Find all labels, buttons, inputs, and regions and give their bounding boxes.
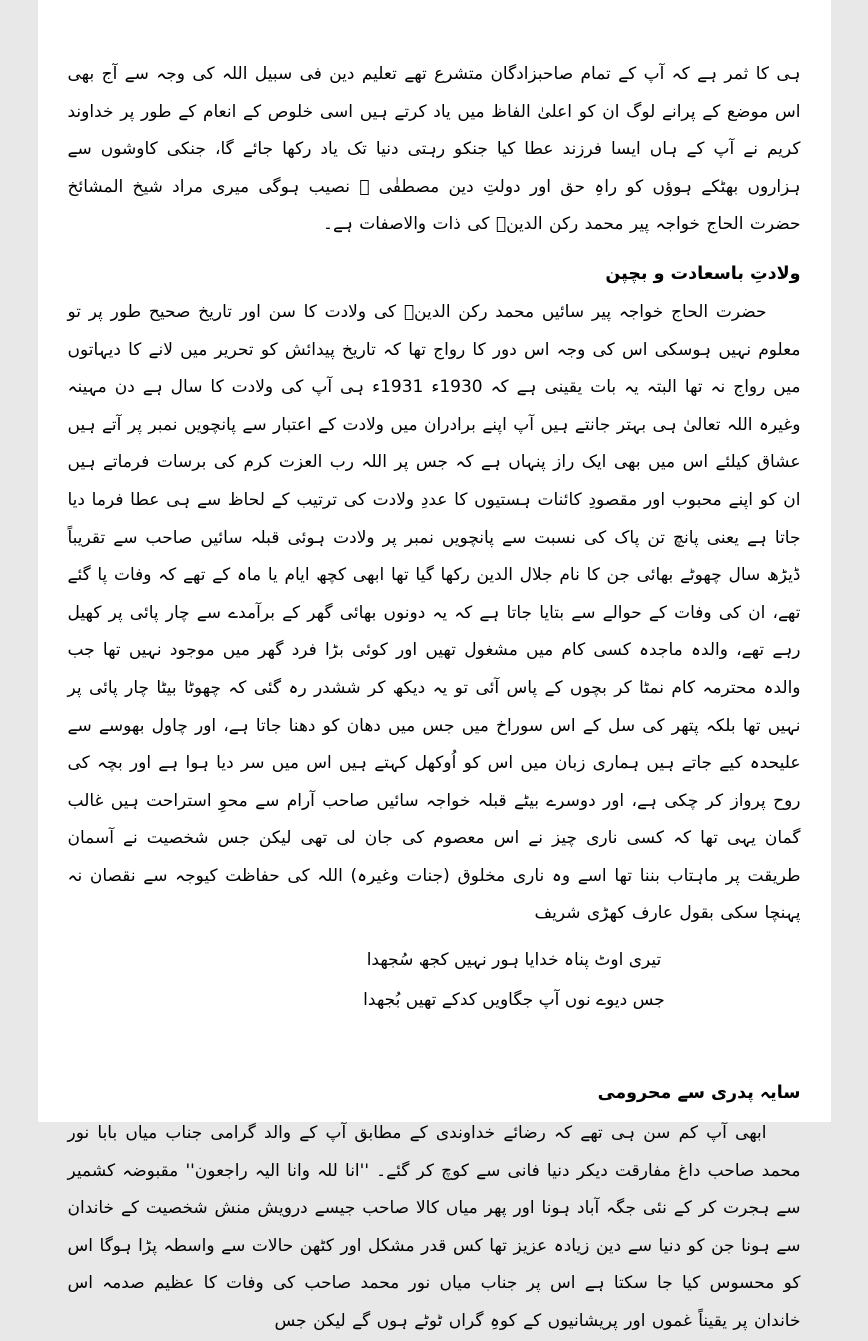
verse-couplet bbox=[68, 940, 801, 1020]
paragraph-father-death: ابھی آپ کم سن ہی تھے کہ رضائے خداوندی کے مطابق آپ کے والد گرامی جناب میاں بابا نور محمد صاحب داغ مفارقت دیکر دنیا فانی سے کوچ کر گئے۔ ''انا للہ وانا الیہ راجعون'' مقبوضہ کشمیر سے ہجرت کر کے نئی جگہ آباد ہونا اور پھر میاں کالا صاحب جیسے درویش منش شخصیت کے خاندان سے ہونا جن کو دنیا سے دین زیادہ عزیز تھا کس قدر مشکل اور کٹھن حالات سے واسطہ پڑا ہوگا اس کو محسوس کیا جا سکتا ہے اس پر جناب میاں نور محمد صاحب کی وفات کا عظیم صدمہ اس خاندان پر یقیناً غموں اور پریشانیوں کے کوہِ گراں ٹوٹے ہوں گے لیکن جس bbox=[68, 1115, 801, 1341]
document-page bbox=[38, 0, 831, 1122]
verse-line-2: جس دیوے نوں آپ جگاویں کدکے تھیں بُجھدا bbox=[148, 980, 868, 1020]
paragraph-birth-account: حضرت الحاج خواجہ پیر سائیں محمد رکن الدینؒ کی ولادت کا سن اور تاریخ صحیح طور پر تو معلوم نہیں ہوسکی اس کی وجہ اس دور کا رواج تھا کہ تاریخ پیدائش کو تحریر میں لانے کا دیہاتوں میں رواج نہ تھا البتہ یہ بات یقینی ہے کہ 1930ء 1931ء ہی آپ کی ولادت کا سال ہے دن مہینہ وغیرہ اللہ تعالیٰ ہی بہتر جانتے ہیں آپ اپنے برادران میں ولادت کے اعتبار سے پانچویں نمبر پر آتے ہیں عشاق کیلئے اس میں بھی ایک راز پنہاں ہے کہ جس پر اللہ رب العزت کرم کی برسات فرماتے ہیں ان کو اپنے محبوب اور مقصودِ کائنات ہستیوں کا عددِ ولادت کی ترتیب کے لحاظ سے ہی عطا فرما دیا جاتا ہے یعنی پانچ تن پاک کی نسبت سے پانچویں نمبر پر ولادت ہوئی قبلہ سائیں صاحب سے تقریباً ڈیڑھ سال چھوٹے بھائی جن کا نام جلال الدین رکھا گیا تھا ابھی کچھ ایام یا ماہ کے تھے کہ وفات پا گئے تھے، ان کی وفات کے حوالے سے بتایا جاتا ہے کہ یہ دونوں بھائی گھر کے برآمدے سے چار پائی پر کھیل رہے تھے، والدہ ماجدہ کسی کام میں مشغول تھیں اور کوئی بڑا فرد گھر میں موجود نہیں تھا جب والدہ محترمہ کام نمٹا کر بچوں کے پاس آئی تو یہ دیکھ کر ششدر رہ گئی کہ چھوٹا بیٹا چار پائی پر نہیں تھا بلکہ پتھر کی سل کے اس سوراخ میں جس میں دھان کو دھنا جاتا ہے، اور چاول بھوسے سے علیحدہ کیے جاتے ہیں ہماری زبان میں اس کو اُوکھل کہتے ہیں اس میں سر دیا ہوا ہے اور بچہ کی روح پرواز کر چکی ہے، اور دوسرے بیٹے قبلہ خواجہ سائیں صاحب آرام سے محوِ استراحت ہیں غالب گمان یہی تھا کہ کسی ناری چیز نے اس معصوم کی جان لی تھی لیکن جس شخصیت نے آسمان طریقت پر ماہتاب بننا تھا اسے وہ ناری مخلوق (جنات وغیرہ) اللہ کی حفاظت کیوجہ سے نقصان نہ پہنچا سکی بقول عارف کھڑی شریف bbox=[68, 294, 801, 933]
verse-line-1: تیری اوٹ پناہ خدایا ہور نہیں کجھ سُجھدا bbox=[148, 940, 868, 980]
heading-birth-and-childhood: ولادتِ باسعادت و بچپن bbox=[68, 259, 801, 289]
paragraph-intro: ہی کا ثمر ہے کہ آپ کے تمام صاحبزادگان متشرع تھے تعلیم دین فی سبیل اللہ کی وجہ سے آج بھی اس موضع کے پرانے لوگ ان کو اعلیٰ الفاظ میں یاد کرتے ہیں اسی خلوص کے انعام کے طور پر خداوند کریم نے آپ کے ہاں ایسا فرزند عطا کیا جنکو رہتی دنیا تک یاد رکھا جائے گا، جنکی کاوشوں سے ہزاروں بھٹکے ہوؤں کو راہِ حق اور دولتِ دین مصطفٰی ﷺ نصیب ہوگی میری مراد شیخ المشائخ حضرت الحاج خواجہ پیر محمد رکن الدینؒ کی ذات والاصفات ہے۔ bbox=[68, 56, 801, 244]
heading-loss-of-father: سایہ پدری سے محرومی bbox=[68, 1078, 801, 1108]
